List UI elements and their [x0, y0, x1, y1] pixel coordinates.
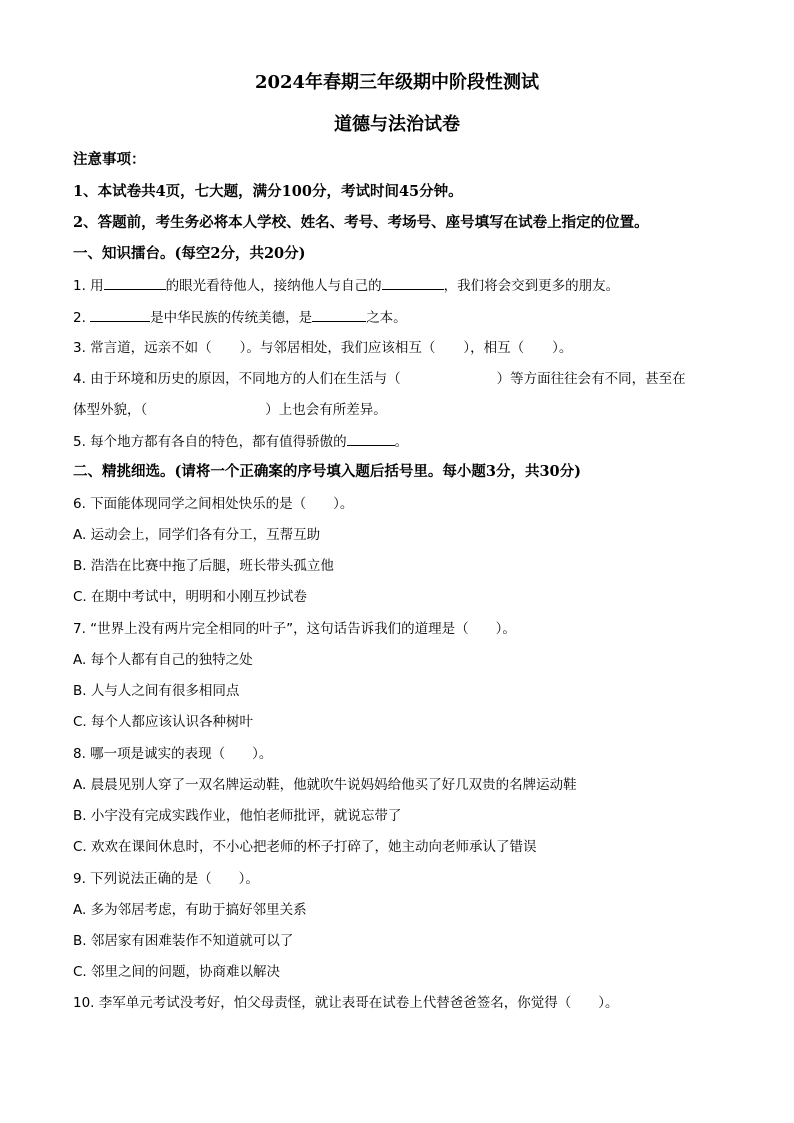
q1-text-a: 1. 用	[73, 278, 104, 294]
q5-text-b: 。	[394, 434, 409, 450]
q2-text-c: 之本。	[366, 310, 407, 326]
q3-text-c: ），相互（	[463, 340, 525, 356]
question-7-option-b: B. 人与人之间有很多相同点	[73, 683, 240, 699]
question-9-stem: 9. 下列说法正确的是（ ）。	[73, 871, 259, 887]
q1-text-b: 的眼光看待他人，接纳他人与自己的	[165, 278, 382, 294]
question-8-stem: 8. 哪一项是诚实的表现（ ）。	[73, 746, 273, 762]
q2-text-b: 是中华民族的传统美德，是	[150, 310, 313, 326]
question-9-option-b: B. 邻居家有困难装作不知道就可以了	[73, 933, 294, 949]
question-2	[73, 307, 407, 328]
q1-blank-2[interactable]	[382, 275, 444, 290]
question-5	[73, 431, 408, 452]
q4-text-b: ）等方面往往会有不同，甚至在	[496, 371, 686, 387]
q2-text-a: 2.	[73, 310, 91, 326]
q5-blank-1[interactable]	[347, 431, 395, 446]
q1-blank-1[interactable]	[104, 275, 166, 290]
q1-text-c: ，我们将会交到更多的朋友。	[443, 278, 620, 294]
question-1	[73, 275, 619, 296]
question-7-stem: 7. “世界上没有两片完全相同的叶子”，这句话告诉我们的道理是（ ）。	[73, 621, 516, 637]
question-6-stem: 6. 下面能体现同学之间相处快乐的是（ ）。	[73, 496, 354, 512]
q4-text-c: 体型外貌，（	[73, 402, 148, 418]
section1-heading: 一、知识擂台。(每空2分，共20分)	[73, 245, 306, 262]
q3-text-a: 3. 常言道，远亲不如（	[73, 340, 212, 356]
q3-text-d: ）。	[552, 340, 573, 356]
q4-text-a: 4. 由于环境和历史的原因，不同地方的人们在生活与（	[73, 371, 401, 387]
question-6-option-a: A. 运动会上，同学们各有分工，互帮互助	[73, 527, 321, 543]
q2-blank-1[interactable]	[90, 307, 150, 322]
question-8-option-a: A. 晨晨见别人穿了一双名牌运动鞋，他就吹牛说妈妈给他买了好几双贵的名牌运动鞋	[73, 777, 577, 793]
q4-text-d: ）上也会有所差异。	[265, 402, 387, 418]
question-9-option-c: C. 邻里之间的问题，协商难以解决	[73, 964, 281, 980]
question-7-option-a: A. 每个人都有自己的独特之处	[73, 652, 253, 668]
question-10-stem: 10. 李军单元考试没考好，怕父母责怪，就让表哥在试卷上代替爸爸签名，你觉得（ ）。	[73, 995, 619, 1011]
section2-heading: 二、精挑细选。(请将一个正确案的序号填入题后括号里。每小题3分，共30分)	[73, 463, 581, 480]
notes-item-2: 2、答题前，考生务必将本人学校、姓名、考号、考场号、座号填写在试卷上指定的位置。	[73, 214, 649, 231]
q5-text-a: 5. 每个地方都有各自的特色，都有值得骄傲的	[73, 434, 347, 450]
question-8-option-b: B. 小宇没有完成实践作业，他怕老师批评，就说忘带了	[73, 808, 402, 824]
question-6-option-c: C. 在期中考试中，明明和小刚互抄试卷	[73, 589, 308, 605]
question-4-line-1	[73, 369, 686, 389]
question-8-option-c: C. 欢欢在课间休息时，不小心把老师的杯子打碎了，她主动向老师承认了错误	[73, 839, 537, 855]
exam-title: 2024年春期三年级期中阶段性测试	[254, 72, 540, 93]
notes-item-1: 1、本试卷共4页，七大题，满分100分，考试时间45分钟。	[73, 183, 463, 200]
question-3	[73, 338, 572, 358]
question-6-option-b: B. 浩浩在比赛中拖了后腿，班长带头孤立他	[73, 558, 334, 574]
notes-heading: 注意事项：	[73, 151, 146, 168]
q2-blank-2[interactable]	[312, 307, 366, 322]
question-9-option-a: A. 多为邻居考虑，有助于搞好邻里关系	[73, 902, 307, 918]
question-4-line-2	[73, 400, 387, 420]
q3-text-b: ）。与邻居相处，我们应该相互（	[239, 340, 436, 356]
question-7-option-c: C. 每个人都应该认识各种树叶	[73, 714, 254, 730]
exam-subtitle: 道德与法治试卷	[334, 114, 460, 135]
